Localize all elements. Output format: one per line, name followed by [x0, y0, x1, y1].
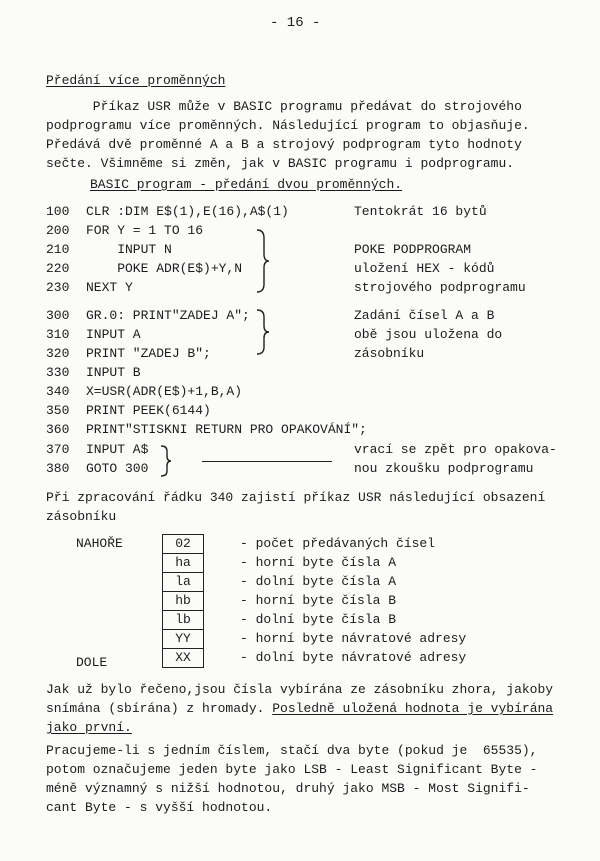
code-comment: POKE PODPROGRAM	[354, 242, 472, 257]
line-code: PRINT "ZADEJ B";	[86, 346, 211, 361]
line-code: X=USR(ADR(E$)+1,B,A)	[86, 384, 243, 399]
code-line	[46, 441, 148, 459]
stack-desc: - dolní byte čísla A	[240, 574, 397, 589]
code-line	[46, 260, 242, 278]
stack-cell: 02	[163, 535, 203, 554]
outro-emphasis: Posledně uložená hodnota je vybírána	[272, 701, 554, 716]
stack-table	[162, 534, 204, 668]
line-code: INPUT B	[86, 365, 141, 380]
stack-cell: YY	[163, 630, 203, 649]
code-comment: uložení HEX - kódů	[354, 261, 495, 276]
final-line: Pracujeme-li s jedním číslem, stačí dva byte (pokud je 65535),	[46, 743, 538, 758]
line-code: POKE ADR(E$)+Y,N	[86, 261, 243, 276]
code-comment: strojového podprogramu	[354, 280, 526, 295]
stack-desc: - dolní byte návratové adresy	[240, 650, 467, 665]
line-number: 230	[46, 280, 70, 295]
line-number: 100	[46, 204, 70, 219]
page-number: - 16 -	[270, 15, 321, 31]
outro-emphasis: jako první.	[46, 720, 132, 735]
stack-cell: la	[163, 573, 203, 592]
code-comment: obě jsou uložena do	[354, 327, 503, 342]
line-number: 380	[46, 461, 70, 476]
section-heading: Předání více proměnných	[46, 73, 226, 88]
code-line	[46, 421, 367, 439]
outro-line	[46, 700, 553, 718]
intro-line: Předává dvě proměnné A a B a strojový podprogram tyto hodnoty	[46, 137, 522, 152]
line-code: NEXT Y	[86, 280, 133, 295]
code-comment: Zadání čísel A a B	[354, 308, 495, 323]
stack-desc: - dolní byte čísla B	[240, 612, 397, 627]
line-code: FOR Y = 1 TO 16	[86, 223, 204, 238]
line-code: CLR :DIM E$(1),E(16),A$(1)	[86, 204, 289, 219]
line-code: GOTO 300	[86, 461, 149, 476]
code-line	[46, 203, 289, 221]
line-code: GR.0: PRINT"ZADEJ A";	[86, 308, 250, 323]
intro-line: podprogramu více proměnných. Následující program to objasňuje.	[46, 118, 530, 133]
code-line	[46, 345, 211, 363]
stack-bottom-label: DOLE	[76, 655, 108, 670]
code-line	[46, 383, 242, 401]
curly-brace-icon	[254, 308, 270, 356]
line-number: 330	[46, 365, 70, 380]
code-comment: nou zkoušku podprogramu	[354, 461, 534, 476]
stack-top-label: NAHOŘE	[76, 536, 123, 551]
final-line: potom označujeme jeden byte jako LSB - Least Significant Byte -	[46, 762, 538, 777]
stack-cell: XX	[175, 650, 191, 665]
line-number: 200	[46, 223, 70, 238]
stack-cell: ha	[163, 554, 203, 573]
stack-intro-line: Při zpracování řádku 340 zajistí příkaz USR následující obsazení	[46, 490, 546, 505]
intro-paragraph	[46, 97, 576, 173]
code-line	[46, 279, 133, 297]
curly-brace-icon	[158, 444, 172, 478]
pointer-line	[202, 461, 332, 462]
stack-desc: - horní byte návratové adresy	[240, 631, 467, 646]
code-comment: Tentokrát 16 bytů	[354, 204, 487, 219]
line-number: 360	[46, 422, 70, 437]
code-comment: zásobníku	[354, 346, 425, 361]
outro-line: Jak už bylo řečeno,jsou čísla vybírána ze zásobníku zhora, jakoby	[46, 682, 554, 697]
line-number: 370	[46, 442, 70, 457]
code-line	[46, 364, 141, 382]
line-code: INPUT A	[86, 327, 141, 342]
line-code: INPUT A$	[86, 442, 149, 457]
code-line	[46, 460, 148, 478]
outro-text: snímána (sbírána) z hromady.	[46, 701, 273, 716]
line-number: 220	[46, 261, 70, 276]
final-line: cant Byte - s vyšší hodnotou.	[46, 800, 273, 815]
code-comment: vrací se zpět pro opakova-	[354, 442, 557, 457]
curly-brace-icon	[254, 228, 270, 294]
stack-cell: lb	[163, 611, 203, 630]
code-line	[46, 402, 211, 420]
line-number: 210	[46, 242, 70, 257]
code-line	[46, 241, 172, 259]
line-number: 340	[46, 384, 70, 399]
line-number: 310	[46, 327, 70, 342]
final-line: méně významný s nižší hodnotou, druhý jako MSB - Most Signifi-	[46, 781, 530, 796]
line-number: 350	[46, 403, 70, 418]
stack-intro-line: zásobníku	[46, 509, 117, 524]
line-code: PRINT PEEK(6144)	[86, 403, 211, 418]
stack-desc: - horní byte čísla A	[240, 555, 397, 570]
stack-cell: hb	[163, 592, 203, 611]
intro-line: Příkaz USR může v BASIC programu předávat do strojového	[46, 99, 522, 114]
intro-line: sečte. Všimněme si změn, jak v BASIC programu i podprogramu.	[46, 156, 515, 171]
line-code: PRINT"STISKNI RETURN PRO OPAKOVÁNÍ";	[86, 422, 367, 437]
line-code: INPUT N	[86, 242, 172, 257]
code-line	[46, 307, 250, 325]
line-number: 320	[46, 346, 70, 361]
stack-desc: - počet předávaných čísel	[240, 536, 436, 551]
code-title: BASIC program - předání dvou proměnných.	[90, 177, 403, 192]
code-line	[46, 326, 141, 344]
line-number: 300	[46, 308, 70, 323]
stack-desc: - horní byte čísla B	[240, 593, 397, 608]
code-line	[46, 222, 203, 240]
